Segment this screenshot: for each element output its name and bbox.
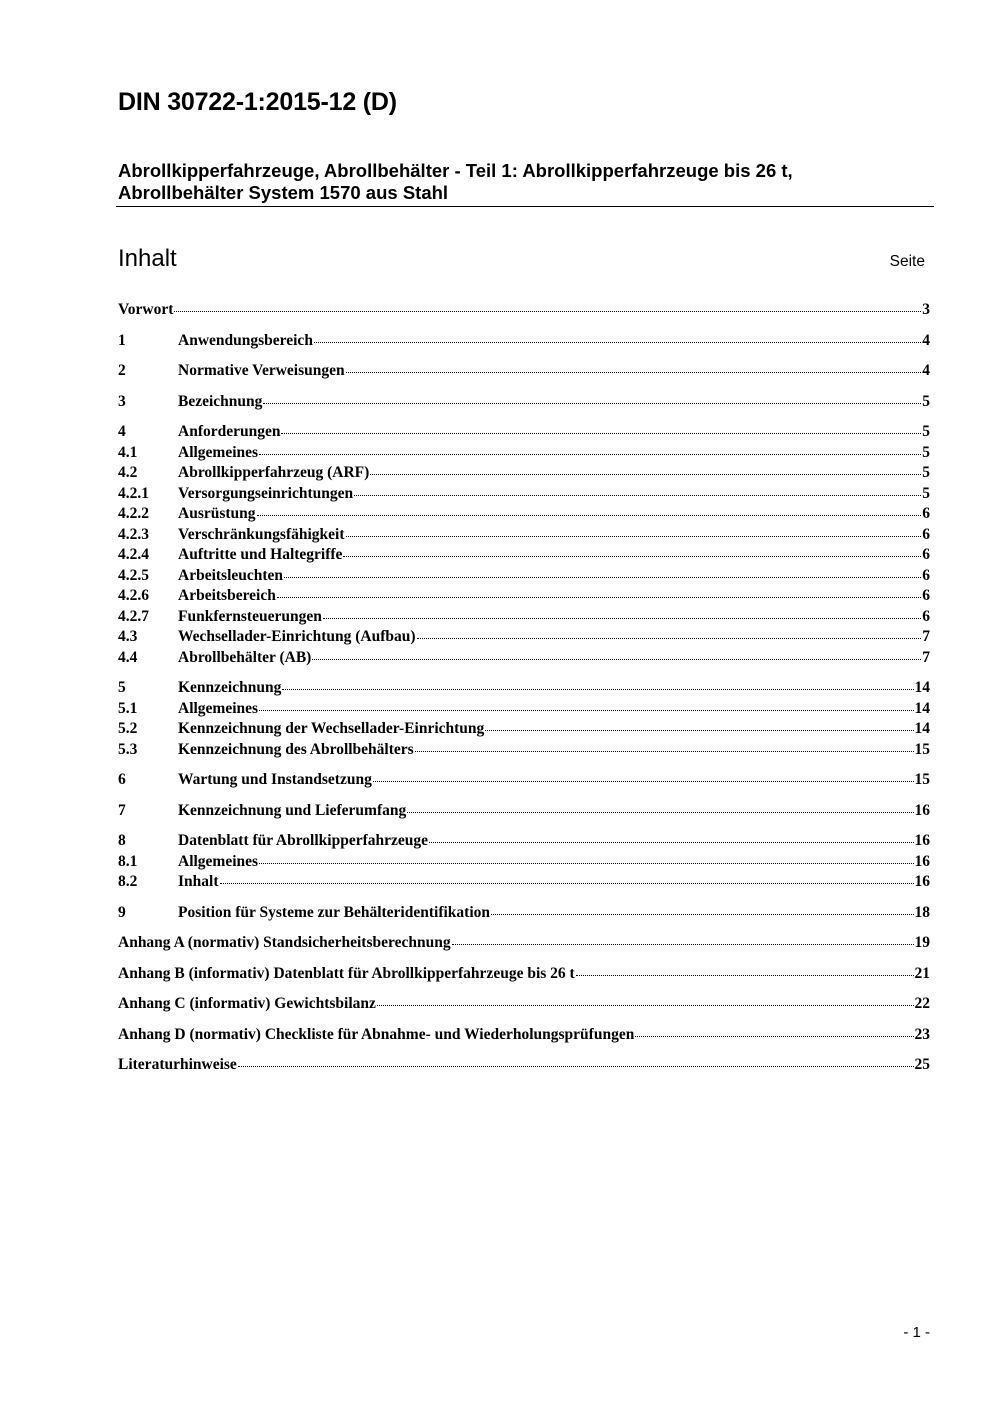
toc-entry-page: 5 xyxy=(922,464,930,481)
toc-entry-number: 4 xyxy=(118,423,126,440)
toc-entry-page: 4 xyxy=(922,331,930,349)
toc-entry-page: 14 xyxy=(914,699,930,717)
toc-leader xyxy=(220,882,914,884)
toc-entry-page: 7 xyxy=(922,648,930,666)
toc-entry-number: 7 xyxy=(118,801,126,819)
toc-entry-page: 15 xyxy=(914,740,930,758)
toc-entry-title: Versorgungseinrichtungen xyxy=(178,484,354,502)
toc-entry-page: 5 xyxy=(922,392,930,410)
toc-entry-title: Anhang A (normativ) Standsicherheitsberechnung xyxy=(118,934,451,951)
document-subtitle xyxy=(118,160,934,204)
toc-leader xyxy=(282,688,913,690)
toc-entry-page: 6 xyxy=(922,587,930,604)
toc-entry-number: 4.2.5 xyxy=(118,566,149,584)
toc-entry-page: 14 xyxy=(914,679,930,696)
toc-entry-4-1[interactable] xyxy=(118,444,930,465)
toc-entry-number: 4.2.2 xyxy=(118,505,149,522)
toc-leader xyxy=(417,637,922,639)
toc-entry-page: 23 xyxy=(914,1025,930,1043)
toc-entry-number: 5 xyxy=(118,679,126,696)
toc-leader xyxy=(377,1004,914,1006)
toc-entry-page: 18 xyxy=(914,903,930,921)
toc-entry-page: 4 xyxy=(922,362,930,379)
toc-entry-title: Anhang C (informativ) Gewichtsbilanz xyxy=(118,995,376,1012)
toc-entry-4-2-3[interactable] xyxy=(118,526,930,547)
toc-entry-4-3[interactable] xyxy=(118,628,930,649)
toc-entry-page: 16 xyxy=(914,873,930,890)
toc-entry-title: Ausrüstung xyxy=(178,505,256,522)
toc-leader xyxy=(354,494,921,496)
toc-entry-title: Kennzeichnung und Lieferumfang xyxy=(178,801,407,819)
toc-entry-number: 2 xyxy=(118,362,126,379)
toc-entry-4-2-7[interactable] xyxy=(118,608,930,629)
toc-leader xyxy=(576,974,914,976)
toc-entry-page: 19 xyxy=(914,934,930,951)
toc-entry-number: 8 xyxy=(118,832,126,849)
toc-entry-title: Kennzeichnung der Wechsellader-Einrichtung xyxy=(178,720,485,737)
toc-entry-8-1[interactable] xyxy=(118,853,930,874)
toc-leader xyxy=(314,341,921,343)
toc-entry-page: 7 xyxy=(922,628,930,645)
toc-entry-page: 6 xyxy=(922,525,930,543)
toc-leader xyxy=(238,1065,914,1067)
toc-leader xyxy=(485,729,913,731)
subtitle-line-1: Abrollkipperfahrzeuge, Abrollbehälter - Teil 1: Abrollkipperfahrzeuge bis 26 t, xyxy=(118,160,793,181)
toc-leader xyxy=(257,514,922,516)
toc-entry-page: 3 xyxy=(922,301,930,318)
toc-entry-number: 8.2 xyxy=(118,873,138,890)
toc-leader xyxy=(346,371,922,373)
toc-leader xyxy=(415,750,914,752)
toc-entry-number: 4.2.6 xyxy=(118,587,149,604)
toc-entry-title: Wechsellader-Einrichtung (Aufbau) xyxy=(178,628,416,645)
toc-entry-4[interactable] xyxy=(118,423,930,444)
toc-entry-title: Kennzeichnung xyxy=(178,679,282,696)
toc-entry-8[interactable] xyxy=(118,832,930,853)
toc-entry-title: Datenblatt für Abrollkipperfahrzeuge xyxy=(178,832,429,849)
toc-entry-title: Arbeitsbereich xyxy=(178,587,276,604)
toc-entry-title: Abrollbehälter (AB) xyxy=(178,648,312,666)
toc-entry-title: Position für Systeme zur Behälteridentifikation xyxy=(178,903,490,921)
toc-entry-literaturhinweise[interactable] xyxy=(118,1056,930,1077)
toc-leader xyxy=(312,658,921,660)
toc-entry-number: 6 xyxy=(118,771,126,788)
toc-leader xyxy=(491,913,914,915)
toc-leader xyxy=(263,402,921,404)
toc-entry-page: 6 xyxy=(922,566,930,584)
toc-entry-number: 3 xyxy=(118,392,126,410)
toc-leader xyxy=(370,473,921,475)
toc-entry-anhang-a[interactable] xyxy=(118,934,930,955)
toc-entry-title: Anforderungen xyxy=(178,423,281,440)
toc-leader xyxy=(323,617,921,619)
toc-entry-page: 21 xyxy=(914,964,930,982)
toc-leader xyxy=(635,1035,913,1037)
toc-leader xyxy=(259,709,913,711)
toc-entry-anhang-c[interactable] xyxy=(118,995,930,1016)
toc-entry-4-2[interactable] xyxy=(118,464,930,485)
document-id: DIN 30722-1:2015-12 (D) xyxy=(118,88,397,116)
toc-entry-4-2-6[interactable] xyxy=(118,587,930,608)
toc-entry-5-3[interactable] xyxy=(118,741,930,762)
toc-entry-number: 4.3 xyxy=(118,628,138,645)
toc-entry-number: 1 xyxy=(118,331,126,349)
toc-entry-4-2-2[interactable] xyxy=(118,505,930,526)
toc-entry-number: 4.2.4 xyxy=(118,546,149,563)
toc-leader xyxy=(259,862,913,864)
toc-heading: Inhalt xyxy=(118,245,177,272)
toc-entry-title: Anhang D (normativ) Checkliste für Abnahme- und Wiederholungsprüfungen xyxy=(118,1025,635,1043)
toc-entry-title: Vorwort xyxy=(118,301,174,318)
toc-entry-title: Anwendungsbereich xyxy=(178,331,313,349)
page-number: - 1 - xyxy=(903,1324,930,1341)
toc-entry-title: Arbeitsleuchten xyxy=(178,566,284,584)
toc-entry-number: 4.2.1 xyxy=(118,484,149,502)
toc-leader xyxy=(346,535,922,537)
toc-entry-page: 6 xyxy=(922,607,930,625)
toc-entry-6[interactable] xyxy=(118,771,930,792)
toc-entry-3[interactable] xyxy=(118,393,930,414)
toc-entry-page: 16 xyxy=(914,852,930,870)
toc-entry-title: Abrollkipperfahrzeug (ARF) xyxy=(178,464,370,481)
toc-leader xyxy=(281,432,921,434)
table-of-contents xyxy=(118,301,930,1077)
toc-entry-page: 16 xyxy=(914,832,930,849)
toc-entry-title: Auftritte und Haltegriffe xyxy=(178,546,343,563)
toc-entry-number: 8.1 xyxy=(118,852,138,870)
toc-leader xyxy=(284,576,921,578)
toc-entry-anhang-b[interactable] xyxy=(118,965,930,986)
toc-leader xyxy=(429,841,913,843)
toc-entry-page: 5 xyxy=(922,443,930,461)
toc-entry-title: Anhang B (informativ) Datenblatt für Abrollkipperfahrzeuge bis 26 t xyxy=(118,964,575,982)
toc-entry-page: 5 xyxy=(922,423,930,440)
toc-entry-number: 9 xyxy=(118,903,126,921)
toc-entry-title: Verschränkungsfähigkeit xyxy=(178,525,345,543)
toc-entry-vorwort[interactable] xyxy=(118,301,930,322)
toc-entry-page: 5 xyxy=(922,484,930,502)
toc-leader xyxy=(259,453,921,455)
toc-entry-page: 25 xyxy=(914,1056,930,1073)
toc-entry-number: 5.1 xyxy=(118,699,138,717)
toc-entry-title: Inhalt xyxy=(178,873,219,890)
toc-entry-number: 4.1 xyxy=(118,443,138,461)
toc-leader xyxy=(174,310,921,312)
toc-entry-page: 6 xyxy=(922,546,930,563)
toc-entry-5-2[interactable] xyxy=(118,720,930,741)
toc-entry-title: Allgemeines xyxy=(178,443,259,461)
toc-entry-title: Literaturhinweise xyxy=(118,1056,237,1073)
toc-entry-4-4[interactable] xyxy=(118,649,930,670)
toc-entry-number: 4.4 xyxy=(118,648,138,666)
toc-entry-4-2-1[interactable] xyxy=(118,485,930,506)
toc-entry-title: Bezeichnung xyxy=(178,392,263,410)
toc-entry-title: Allgemeines xyxy=(178,699,259,717)
toc-entry-5[interactable] xyxy=(118,679,930,700)
subtitle-divider xyxy=(116,206,934,207)
toc-leader xyxy=(343,555,921,557)
toc-entry-title: Wartung und Instandsetzung xyxy=(178,771,372,788)
toc-entry-page: 16 xyxy=(914,801,930,819)
toc-entry-1[interactable] xyxy=(118,332,930,353)
toc-entry-title: Normative Verweisungen xyxy=(178,362,345,379)
toc-entry-page: 14 xyxy=(914,720,930,737)
toc-entry-page: 6 xyxy=(922,505,930,522)
toc-entry-number: 5.2 xyxy=(118,720,138,737)
toc-leader xyxy=(452,943,914,945)
subtitle-line-2: Abrollbehälter System 1570 aus Stahl xyxy=(118,182,449,203)
toc-entry-7[interactable] xyxy=(118,802,930,823)
toc-entry-page: 15 xyxy=(914,771,930,788)
toc-entry-anhang-d[interactable] xyxy=(118,1026,930,1047)
toc-page-column-label: Seite xyxy=(889,253,925,270)
toc-entry-title: Funkfernsteuerungen xyxy=(178,607,322,625)
toc-entry-2[interactable] xyxy=(118,362,930,383)
toc-entry-9[interactable] xyxy=(118,904,930,925)
toc-entry-page: 22 xyxy=(914,995,930,1012)
toc-entry-title: Allgemeines xyxy=(178,852,259,870)
toc-entry-title: Kennzeichnung des Abrollbehälters xyxy=(178,740,414,758)
toc-leader xyxy=(407,811,913,813)
toc-entry-number: 4.2.3 xyxy=(118,525,149,543)
toc-entry-number: 4.2.7 xyxy=(118,607,149,625)
toc-entry-5-1[interactable] xyxy=(118,700,930,721)
toc-entry-number: 5.3 xyxy=(118,740,138,758)
toc-entry-8-2[interactable] xyxy=(118,873,930,894)
toc-leader xyxy=(373,780,914,782)
toc-entry-4-2-4[interactable] xyxy=(118,546,930,567)
toc-entry-4-2-5[interactable] xyxy=(118,567,930,588)
toc-leader xyxy=(277,596,921,598)
toc-entry-number: 4.2 xyxy=(118,464,138,481)
